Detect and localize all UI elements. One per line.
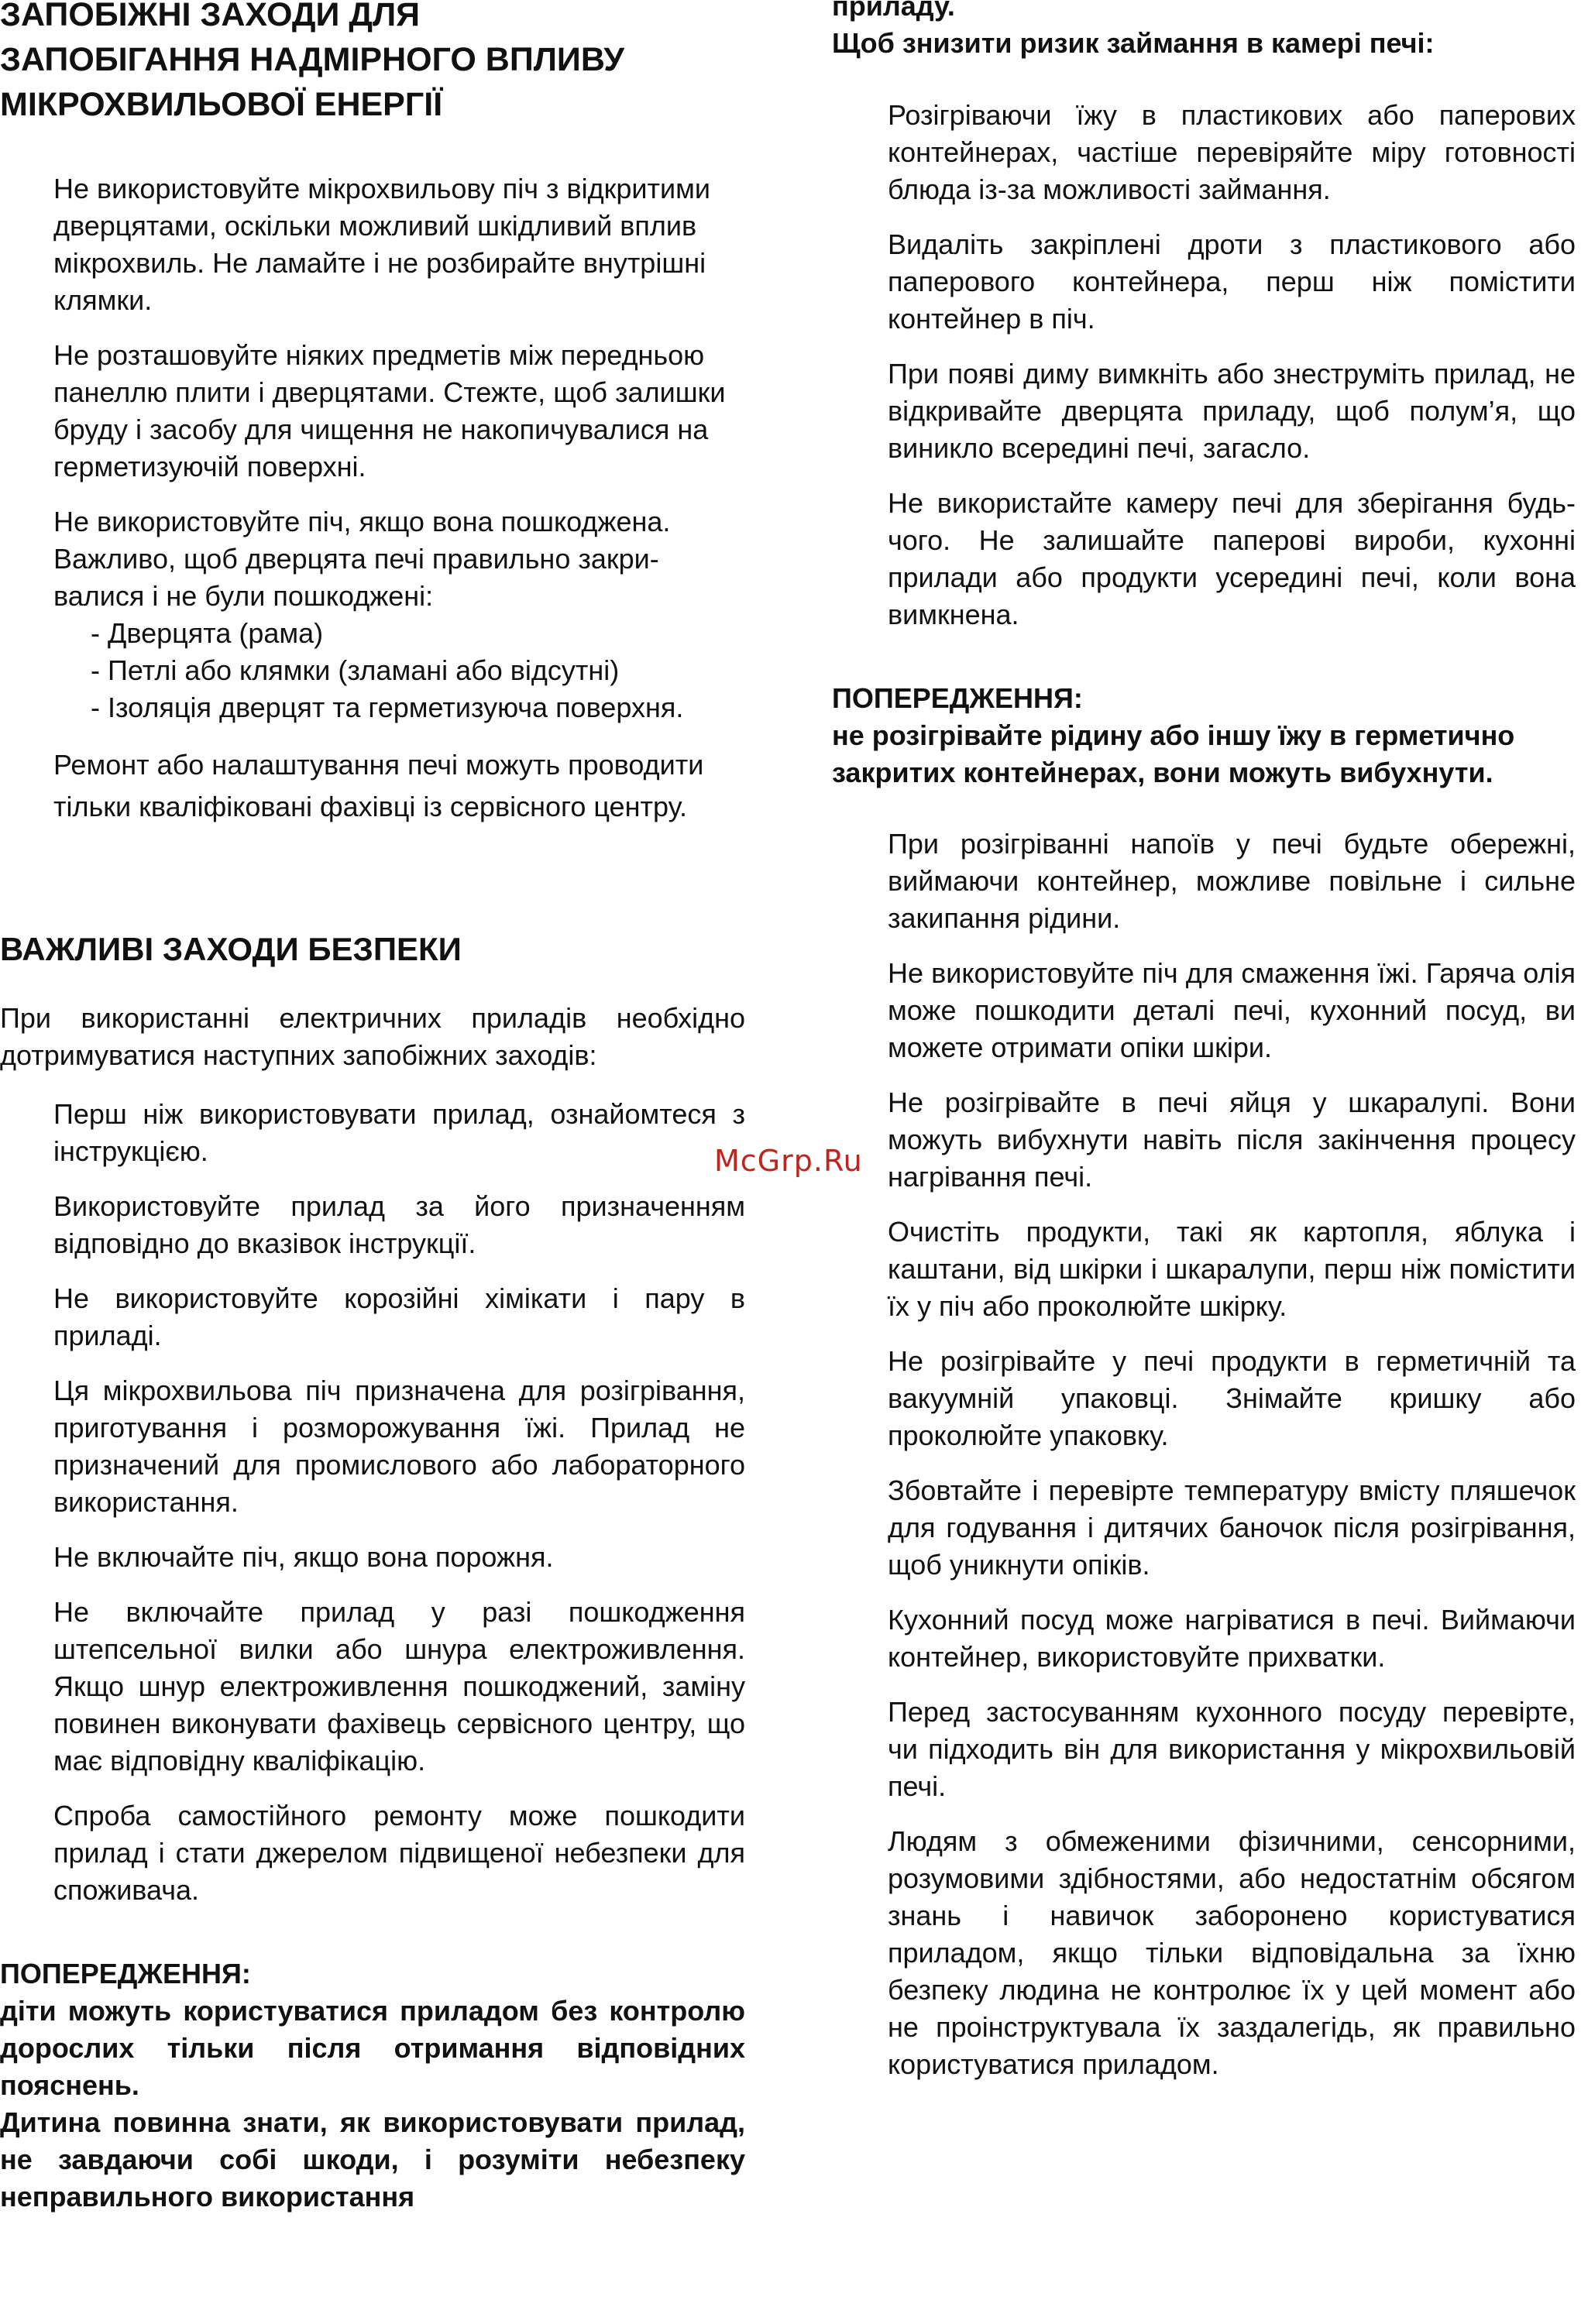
- paragraph: Людям з обмеженими фізичними, сенсорними, розумовими здібностями, або недостатнім обсягом знань і навичок заборонено користуватися приладом, якщо тільки відповідальна за їхню безпеку людина не контролює їх у цей момент або не проінструктувала їх заздалегідь, як правильно користуватися приладом.: [888, 1825, 1576, 2080]
- exposure-section: [0, 170, 745, 828]
- fire-risk-title: Щоб знизити ризик займання в камері печі:: [832, 27, 1435, 59]
- paragraph: Не розташовуйте ніяких предметів між передньою панеллю плити і дверцятами. Стежте, щоб залишки бруду і засобу для чищення не накопичувалися на герметизуючій поверхні.: [53, 339, 726, 482]
- heading-microwave-exposure: [0, 0, 745, 127]
- paragraph: Не розігрівайте в печі яйця у шкаралупі. Вони можуть вибухнути навіть після закінчення процесу нагрівання печі.: [888, 1086, 1576, 1193]
- fire-section: [832, 97, 1576, 633]
- paragraph: При розігріванні напоїв у печі будьте обережні, виймаючи контейнер, можливе повільне і сильне закипання рідини.: [888, 828, 1576, 934]
- heading-line: ЗАПОБІГАННЯ НАДМІРНОГО ВПЛИВУ: [0, 41, 624, 78]
- paragraph: Видаліть закріплені дроти з пластикового або паперового контейнера, перш ніж помістити контейнер в піч.: [888, 228, 1576, 335]
- list-item: - Дверцята (рама): [91, 617, 324, 649]
- paragraph: Не використайте камеру печі для зберігання будь-чого. Не залишайте паперові вироби, кухонні прилади або продукти усередині печі, коли вона вимкнена.: [888, 487, 1576, 630]
- paragraph: Перед застосуванням кухонного посуду перевірте, чи підходить він для використання у мікрохвильовій печі.: [888, 1696, 1576, 1802]
- paragraph: Не використовуйте мікрохвильову піч з відкритими дверцятами, оскільки можливий шкідливий вплив мікрохвиль. Не ламайте і не розбирайте внутрішні клямки.: [53, 173, 710, 316]
- paragraph: Ця мікрохвильова піч призначена для розігрівання, приготування і розморожування їжі. Прилад не призначений для промислового або лабораторного використання.: [53, 1375, 745, 1518]
- right-column: [832, 0, 1576, 2101]
- watermark-text: McGrp.Ru: [714, 1144, 863, 1178]
- warning-text: діти можуть користуватися приладом без контролю дорослих тільки після отримання відповідних пояснень.: [0, 1995, 745, 2101]
- paragraph: Розігріваючи їжу в пластикових або паперових контейнерах, частіше перевіряйте міру готовності блюда із-за можливості займання.: [888, 99, 1576, 205]
- heading-important-safety: ВАЖЛИВІ ЗАХОДИ БЕЗПЕКИ: [0, 931, 462, 967]
- heating-section: [832, 826, 1576, 2083]
- warning-title: ПОПЕРЕДЖЕННЯ:: [0, 1958, 251, 1989]
- paragraph: Не використовуйте піч, якщо вона пошкоджена. Важливо, щоб дверцята печі правильно закри-валися і не були пошкоджені:: [53, 506, 671, 612]
- continued-text: приладу.: [832, 0, 955, 22]
- warning-text: Дитина повинна знати, як використовувати прилад, не завдаючи собі шкоди, і розуміти небезпеку неправильного використання: [0, 2106, 745, 2212]
- paragraph: Не використовуйте піч для смаження їжі. Гаряча олія може пошкодити деталі печі, кухонний посуд, ви можете отримати опіки шкіри.: [888, 957, 1576, 1063]
- paragraph: Ремонт або налаштування печі можуть проводити тільки кваліфіковані фахівці із сервісного центру.: [53, 749, 704, 822]
- paragraph: Не включайте піч, якщо вона порожня.: [53, 1541, 554, 1573]
- damage-list: [53, 615, 745, 726]
- paragraph: Кухонний посуд може нагріватися в печі. Виймаючи контейнер, використовуйте прихватки.: [888, 1604, 1576, 1673]
- paragraph: Не включайте прилад у разі пошкодження штепсельної вилки або шнура електроживлення. Якщо шнур електроживлення пошкоджений, заміну повинен виконувати фахівець сервісного центру, що має відповідну кваліфікацію.: [53, 1596, 745, 1776]
- paragraph: Перш ніж використовувати прилад, ознайомтеся з інструкцією.: [53, 1098, 745, 1167]
- paragraph: Не використовуйте корозійні хімікати і пару в приладі.: [53, 1282, 745, 1351]
- paragraph: Використовуйте прилад за його призначенням відповідно до вказівок інструкції.: [53, 1190, 745, 1259]
- paragraph: Очистіть продукти, такі як картопля, яблука і каштани, від шкірки і шкаралупи, перш ніж помістити їх у піч або проколюйте шкірку.: [888, 1216, 1576, 1322]
- heading-line: ЗАПОБІЖНІ ЗАХОДИ ДЛЯ: [0, 0, 421, 33]
- heading-line: МІКРОХВИЛЬОВОЇ ЕНЕРГІЇ: [0, 86, 443, 123]
- list-item: - Ізоляція дверцят та герметизуюча поверхня.: [91, 692, 684, 723]
- paragraph: Не розігрівайте у печі продукти в герметичній та вакуумній упаковці. Знімайте кришку або проколюйте упаковку.: [888, 1345, 1576, 1451]
- warning-title: ПОПЕРЕДЖЕННЯ:: [832, 682, 1083, 714]
- paragraph: Збовтайте і перевірте температуру вмісту пляшечок для годування і дитячих баночок після розігрівання, щоб уникнути опіків.: [888, 1474, 1576, 1581]
- paragraph: При появі диму вимкніть або знеструміть прилад, не відкривайте дверцята приладу, щоб полум’я, що виникло всередині печі, загасло.: [888, 358, 1576, 464]
- warning-sealed-containers: [832, 680, 1576, 791]
- left-column: [0, 0, 745, 2216]
- list-item: - Петлі або клямки (зламані або відсутні): [91, 654, 620, 686]
- intro-paragraph: При використанні електричних приладів необхідно дотримуватися наступних запобіжних заходів:: [0, 1002, 745, 1071]
- safety-section: [0, 1096, 745, 1909]
- warning-text: не розігрівайте рідину або іншу їжу в герметично закритих контейнерах, вони можуть вибухнути.: [832, 719, 1515, 788]
- warning-children: [0, 1955, 745, 2216]
- paragraph: Спроба самостійного ремонту може пошкодити прилад і стати джерелом підвищеної небезпеки для споживача.: [53, 1800, 745, 1906]
